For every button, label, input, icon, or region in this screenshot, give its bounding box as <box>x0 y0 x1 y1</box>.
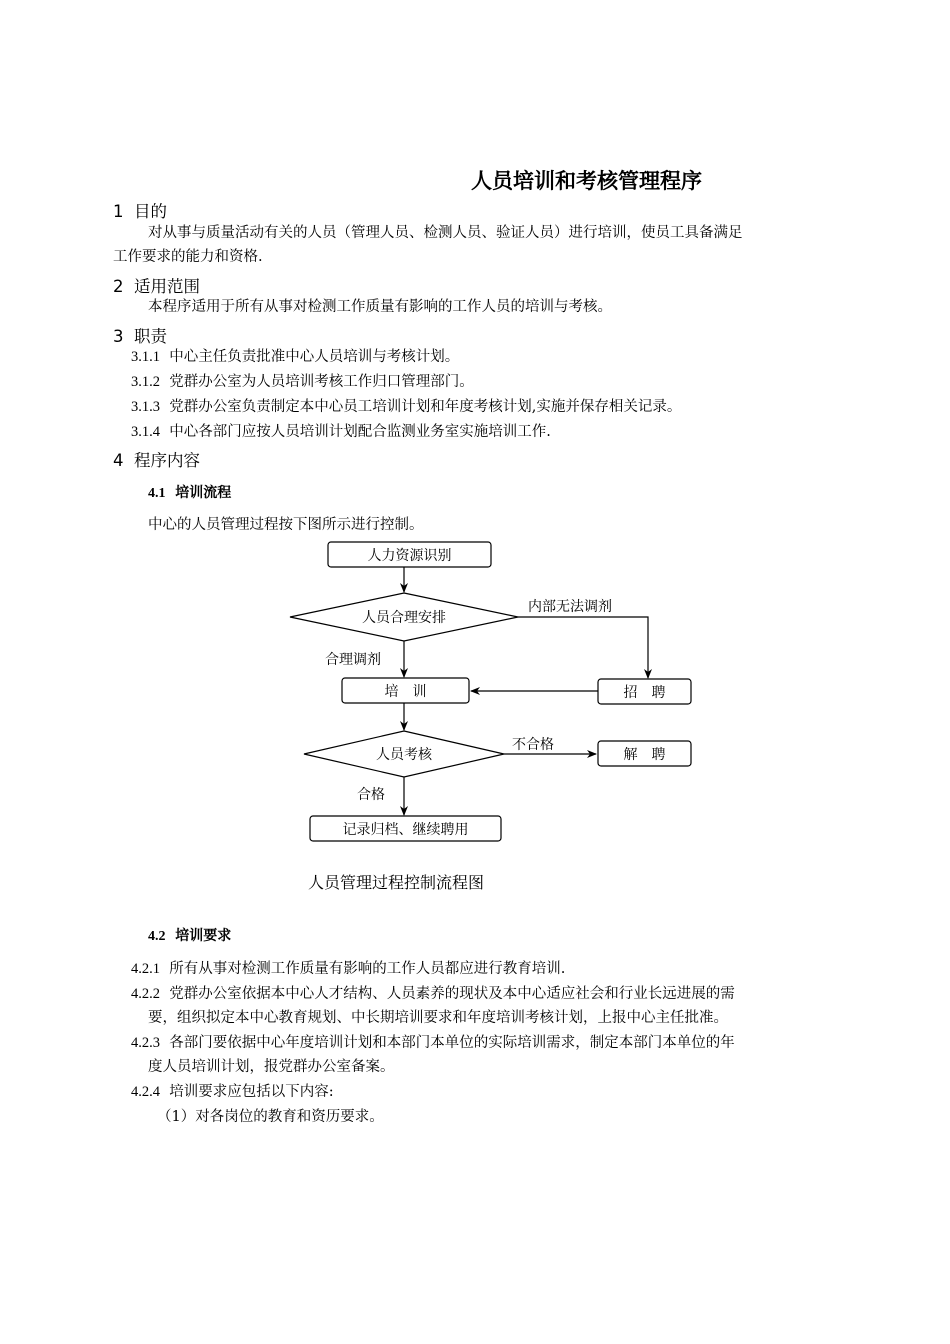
section-number: 2 <box>113 277 124 296</box>
flow-edge-label: 不合格 <box>512 737 554 753</box>
flowchart <box>0 535 950 865</box>
section-3-heading <box>113 323 167 347</box>
section-title: 程序内容 <box>134 451 200 470</box>
item-number: 3.1.3 <box>131 399 160 415</box>
page-title: 人员培训和考核管理程序 <box>471 169 702 193</box>
section-number: 4 <box>113 451 124 470</box>
section-number: 1 <box>113 202 124 221</box>
flow-node-label: 培 训 <box>384 684 427 700</box>
requirement-item <box>131 982 735 1006</box>
item-text: 中心各部门应按人员培训计划配合监测业务室实施培训工作. <box>169 424 551 440</box>
section-2-text: 本程序适用于所有从事对检测工作质量有影响的工作人员的培训与考核。 <box>148 299 612 315</box>
flow-arrow <box>518 617 648 678</box>
item-text: 中心主任负责批准中心人员培训与考核计划。 <box>169 349 460 365</box>
responsibility-item <box>131 370 474 394</box>
responsibility-item <box>131 420 551 444</box>
item-text: 党群办公室为人员培训考核工作归口管理部门。 <box>169 374 474 390</box>
item-text: 各部门要依据中心年度培训计划和本部门本单位的实际培训需求，制定本部门本单位的年 <box>169 1035 735 1051</box>
section-4-heading <box>113 447 200 471</box>
section-2-heading <box>113 273 200 297</box>
item-number: 4.2.4 <box>131 1084 160 1100</box>
flow-edge-label: 合格 <box>357 787 385 803</box>
flow-node-label: 人员考核 <box>376 747 432 763</box>
subsection-number: 4.2 <box>148 929 166 944</box>
responsibility-item <box>131 395 681 419</box>
section-title: 适用范围 <box>134 277 200 296</box>
flow-node-label: 记录归档、继续聘用 <box>342 822 469 838</box>
subsection-number: 4.1 <box>148 486 166 501</box>
item-text: 所有从事对检测工作质量有影响的工作人员都应进行教育培训. <box>169 961 566 977</box>
section-1-line-2: 工作要求的能力和资格. <box>113 249 263 265</box>
requirement-item <box>131 957 565 981</box>
item-number: 4.2.3 <box>131 1035 160 1051</box>
requirement-bullet: （1）对各岗位的教育和资历要求。 <box>157 1109 384 1125</box>
item-number: 3.1.2 <box>131 374 160 390</box>
requirement-item-continuation: 度人员培训计划，报党群办公室备案。 <box>148 1059 395 1075</box>
flow-edge-label: 内部无法调剂 <box>528 599 612 615</box>
responsibility-item <box>131 345 459 369</box>
item-text: 党群办公室依据本中心人才结构、人员素养的现状及本中心适应社会和行业长远进展的需 <box>169 986 735 1002</box>
item-text: 党群办公室负责制定本中心员工培训计划和年度考核计划,实施并保存相关记录。 <box>169 399 682 415</box>
flow-node-label: 解 聘 <box>623 747 666 763</box>
requirement-item <box>131 1080 334 1104</box>
item-number: 3.1.1 <box>131 349 160 365</box>
flowchart-caption: 人员管理过程控制流程图 <box>308 873 485 892</box>
subsection-title: 培训流程 <box>175 485 232 501</box>
section-1-line-1: 对从事与质量活动有关的人员（管理人员、检测人员、验证人员）进行培训，使员工具备满足 <box>148 225 743 241</box>
section-title: 目的 <box>134 202 167 221</box>
section-1-heading <box>113 198 167 222</box>
item-number: 3.1.4 <box>131 424 160 440</box>
flow-edge-label: 合理调剂 <box>325 652 381 668</box>
item-text: 培训要求应包括以下内容: <box>169 1084 334 1100</box>
flow-node-label: 人力资源识别 <box>367 548 452 564</box>
section-title: 职责 <box>134 327 167 346</box>
item-number: 4.2.2 <box>131 986 160 1002</box>
subsection-4-2-heading <box>148 925 231 945</box>
item-number: 4.2.1 <box>131 961 160 977</box>
flow-node-label: 人员合理安排 <box>362 610 446 626</box>
requirement-item <box>131 1031 735 1055</box>
requirement-item-continuation: 要，组织拟定本中心教育规划、中长期培训要求和年度培训考核计划，上报中心主任批准。 <box>148 1010 728 1026</box>
subsection-title: 培训要求 <box>175 928 232 944</box>
section-number: 3 <box>113 327 124 346</box>
flow-intro-text: 中心的人员管理过程按下图所示进行控制。 <box>148 517 424 533</box>
flow-node-label: 招 聘 <box>623 685 666 701</box>
subsection-4-1-heading <box>148 482 231 502</box>
